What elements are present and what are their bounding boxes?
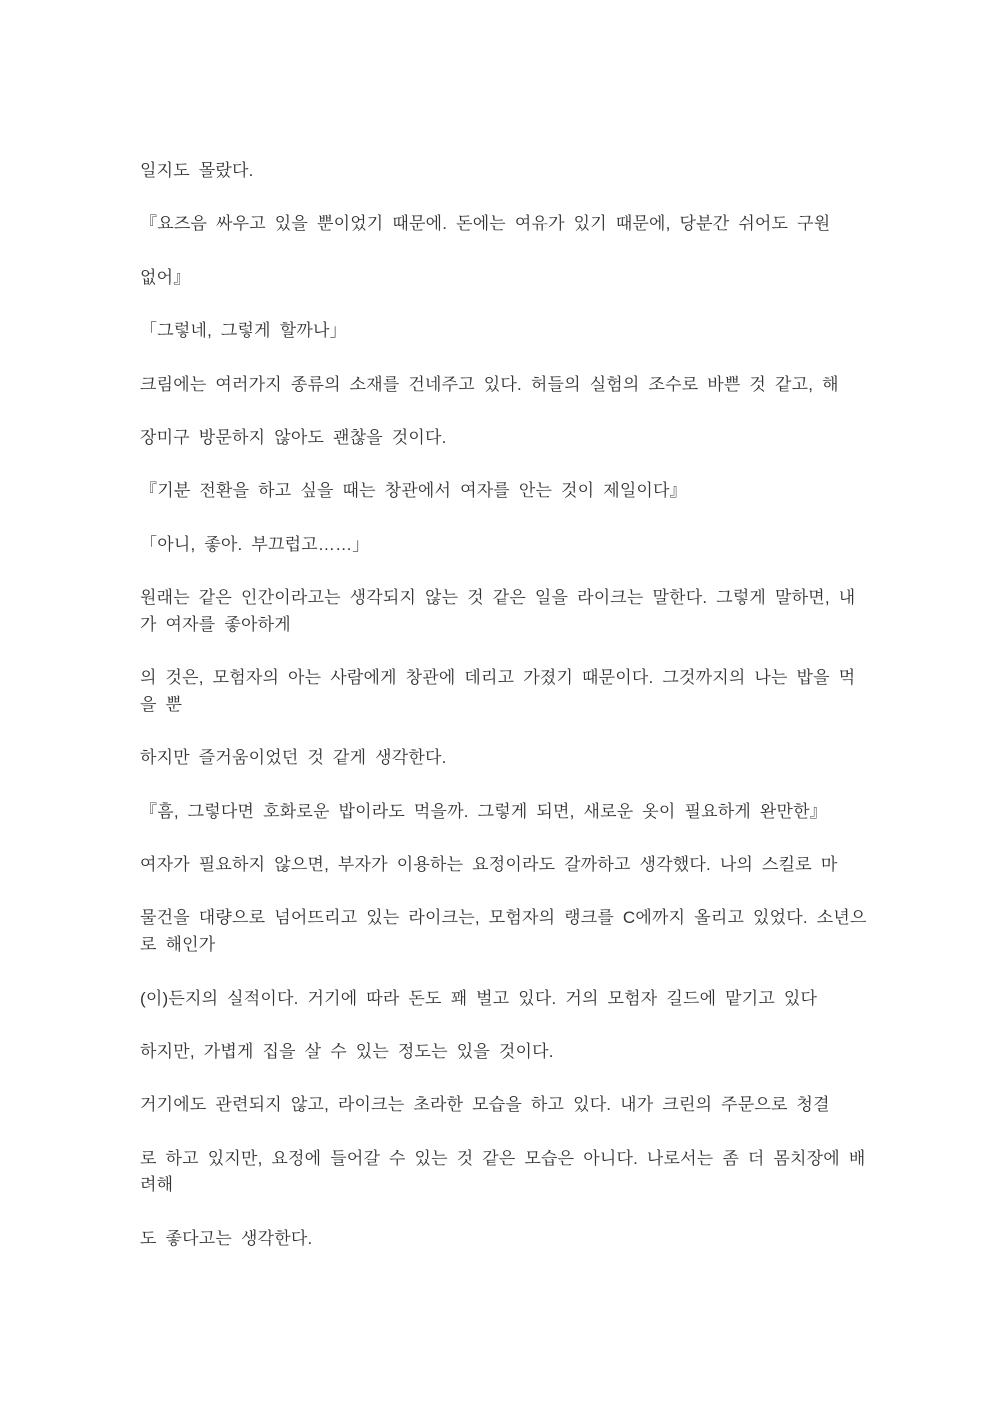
text-line: 로 하고 있지만, 요정에 들어갈 수 있는 것 같은 모습은 아니다. 나로서는 좀 더 몸치장에 배 [140,1148,866,1168]
text-line: 여자가 필요하지 않으면, 부자가 이용하는 요정이라도 갈까하고 생각했다. 나의 스킬로 마 [140,855,838,875]
paragraph [140,799,872,826]
text-line: 원래는 같은 인간이라고는 생각되지 않는 것 같은 일을 라이크는 말한다. 그렇게 말하면, 내 [140,588,856,608]
text-line: 『기분 전환을 하고 싶을 때는 창관에서 여자를 안는 것이 제일이다』 [140,481,687,501]
paragraph [140,665,872,718]
paragraph [140,532,872,559]
paragraph [140,1039,872,1066]
text-line: 일지도 몰랐다. [140,161,254,180]
paragraph [140,372,872,399]
text-line: 「아니, 좋아. 부끄럽고……」 [140,534,370,554]
text-line: 도 좋다고는 생각한다. [140,1228,313,1248]
paragraph [140,905,872,958]
paragraph [140,478,872,505]
text-line: 거기에도 관련되지 않고, 라이크는 초라한 모습을 하고 있다. 내가 크린의 주문으로 청결 [140,1095,830,1115]
text-line: 의 것은, 모험자의 아는 사람에게 창관에 데리고 가졌기 때문이다. 그것까지의 나는 밥을 먹 [140,668,856,688]
paragraph [140,211,872,238]
text-line: 물건을 대량으로 넘어뜨리고 있는 라이크는, 모험자의 랭크를 C에까지 올리고 있었다. 소년으 [140,908,867,928]
text-line: 하지만 즐거움이었던 것 같게 생각한다. [140,748,447,768]
text-line: 『흠, 그렇다면 호화로운 밥이라도 먹을까. 그렇게 되면, 새로운 옷이 필요하게 완만한』 [140,801,827,821]
paragraph [140,585,872,638]
paragraph [140,265,872,292]
body-text [140,158,872,1253]
paragraph [140,425,872,452]
text-line: (이)든지의 실적이다. 거기에 따라 돈도 꽤 벌고 있다. 거의 모험자 길드에 맡기고 있다 [140,988,818,1008]
paragraph [140,986,872,1013]
text-line: 없어』 [140,267,191,287]
text-line: 하지만, 가볍게 집을 살 수 있는 정도는 있을 것이다. [140,1041,554,1061]
paragraph [140,318,872,345]
paragraph [140,1146,872,1199]
text-line: 크림에는 여러가지 종류의 소재를 건네주고 있다. 허들의 실험의 조수로 바쁜 것 같고, 해 [140,374,839,394]
text-line: 「그렇네, 그렇게 할까나」 [140,321,347,341]
text-line: 가 여자를 좋아하게 [140,614,291,634]
text-line: 장미구 방문하지 않아도 괜찮을 것이다. [140,427,447,447]
text-line: 을 뿐 [140,694,183,714]
text-line: 려해 [140,1175,174,1195]
paragraph [140,158,872,185]
paragraph [140,1092,872,1119]
text-line: 로 해인가 [140,935,216,955]
text-line: 『요즈음 싸우고 있을 뿐이었기 때문에. 돈에는 여유가 있기 때문에, 당분간 쉬어도 구원 [140,214,831,234]
paragraph [140,745,872,772]
paragraph [140,1226,872,1253]
paragraph [140,852,872,879]
